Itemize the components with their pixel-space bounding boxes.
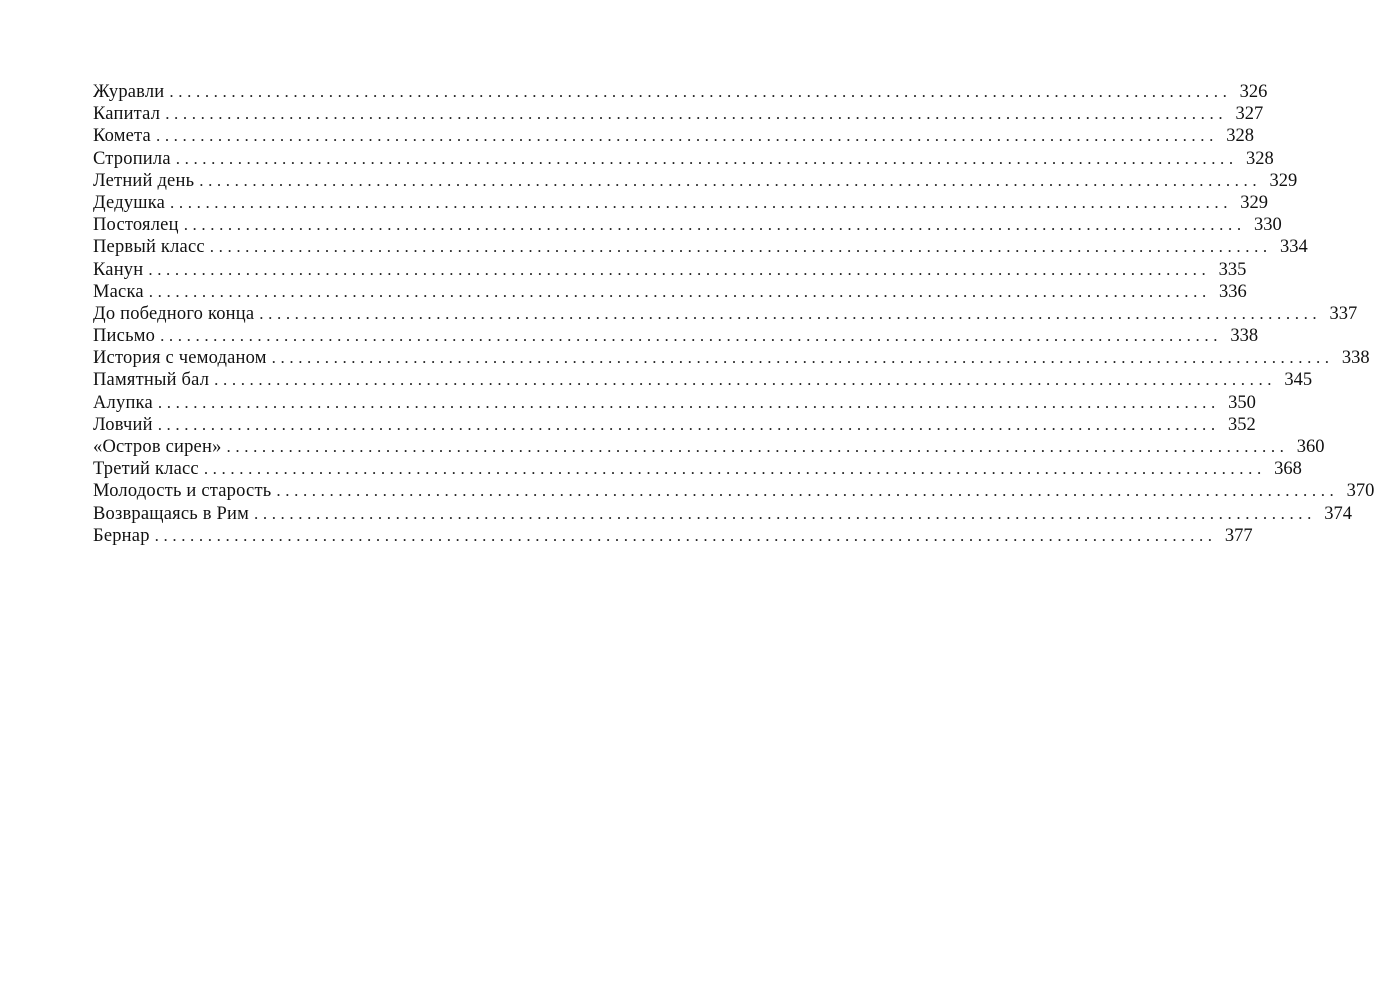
dot-leader: ........................................................................................................................ [175, 148, 1238, 168]
toc-entry-page: 368 [1274, 459, 1302, 480]
toc-entry [93, 369, 1313, 391]
dot-leader: ........................................................................................................................ [214, 370, 1277, 390]
toc-entry-title: Капитал [93, 104, 161, 125]
table-of-contents [93, 81, 1374, 547]
toc-entry [93, 192, 1269, 214]
toc-entry [93, 281, 1247, 303]
toc-entry-title: Дедушка [93, 192, 166, 213]
dot-leader: ........................................................................................................................ [203, 459, 1266, 479]
toc-entry [93, 347, 1370, 369]
dot-leader: ........................................................................................................................ [254, 503, 1316, 523]
toc-entry-page: 327 [1235, 104, 1264, 125]
dot-leader: ........................................................................................................................ [199, 170, 1262, 190]
toc-entry-page: 334 [1280, 237, 1308, 258]
toc-entry-title: Ловчий [93, 414, 153, 435]
dot-leader: ........................................................................................................................ [271, 348, 1334, 368]
toc-entry [93, 259, 1247, 281]
toc-entry-page: 329 [1269, 170, 1298, 191]
toc-entry [93, 392, 1256, 414]
toc-entry-title: Журавли [93, 82, 165, 102]
toc-entry [93, 214, 1282, 236]
toc-entry-page: 370 [1346, 481, 1374, 502]
toc-entry [93, 480, 1374, 502]
dot-leader: ........................................................................................................................ [157, 414, 1220, 434]
dot-leader: ........................................................................................................................ [183, 215, 1246, 235]
dot-leader: ........................................................................................................................ [160, 326, 1223, 346]
toc-entry-title: Бернар [93, 525, 150, 546]
toc-entry-page: 345 [1284, 370, 1313, 391]
toc-entry [93, 103, 1264, 125]
dot-leader: ........................................................................................................................ [226, 437, 1289, 456]
toc-entry [93, 303, 1358, 325]
dot-leader: ........................................................................................................................ [148, 281, 1211, 301]
toc-entry-page: 377 [1224, 525, 1253, 546]
toc-entry-page: 329 [1240, 192, 1269, 213]
toc-entry-title: До победного конца [93, 303, 255, 324]
toc-entry-page: 338 [1230, 326, 1259, 347]
toc-entry [93, 81, 1268, 103]
toc-entry-title: Постоялец [93, 215, 179, 236]
toc-entry [93, 148, 1274, 170]
toc-entry-title: Канун [93, 259, 144, 280]
toc-entry-title: Маска [93, 281, 144, 302]
toc-entry [93, 125, 1254, 147]
toc-entry [93, 414, 1256, 436]
toc-entry-page: 326 [1239, 82, 1268, 102]
toc-entry-page: 352 [1227, 414, 1256, 435]
dot-leader: ........................................................................................................................ [165, 104, 1228, 124]
dot-leader: ........................................................................................................................ [157, 392, 1220, 412]
dot-leader: ........................................................................................................................ [155, 126, 1218, 146]
toc-entry-title: История с чемоданом [93, 348, 267, 369]
toc-entry-title: Первый класс [93, 237, 205, 258]
dot-leader: ........................................................................................................................ [209, 237, 1272, 257]
toc-entry-page: 335 [1218, 259, 1247, 280]
dot-leader: ........................................................................................................................ [259, 303, 1322, 323]
dot-leader: ........................................................................................................................ [148, 259, 1211, 279]
toc-entry-page: 374 [1324, 503, 1352, 524]
toc-entry [93, 236, 1308, 258]
toc-entry-title: Летний день [93, 170, 195, 191]
toc-entry-title: Третий класс [93, 459, 199, 480]
toc-entry-title: Молодость и старость [93, 481, 272, 502]
toc-entry-title: Алупка [93, 392, 153, 413]
toc-entry-title: Стропила [93, 148, 171, 169]
toc-entry-page: 328 [1226, 126, 1254, 147]
toc-entry-title: Возвращаясь в Рим [93, 503, 249, 524]
toc-entry-title: Комета [93, 126, 151, 147]
toc-entry [93, 503, 1352, 525]
toc-entry-title: Письмо [93, 326, 156, 347]
toc-entry-page: 328 [1246, 148, 1274, 169]
dot-leader: ........................................................................................................................ [170, 192, 1233, 212]
dot-leader: ........................................................................................................................ [169, 82, 1232, 101]
toc-entry [93, 525, 1253, 547]
dot-leader: ........................................................................................................................ [276, 481, 1339, 501]
toc-entry [93, 458, 1302, 480]
toc-entry-page: 338 [1341, 348, 1370, 369]
dot-leader: ........................................................................................................................ [154, 525, 1217, 545]
toc-entry-title: Памятный бал [93, 370, 210, 391]
toc-entry-page: 350 [1228, 392, 1256, 413]
toc-entry-page: 360 [1296, 437, 1325, 457]
toc-entry [93, 436, 1325, 458]
toc-entry [93, 170, 1298, 192]
toc-entry [93, 325, 1259, 347]
toc-entry-page: 336 [1219, 281, 1247, 302]
toc-entry-title: «Остров сирен» [93, 437, 222, 457]
toc-entry-page: 330 [1253, 215, 1282, 236]
toc-entry-page: 337 [1329, 303, 1358, 324]
